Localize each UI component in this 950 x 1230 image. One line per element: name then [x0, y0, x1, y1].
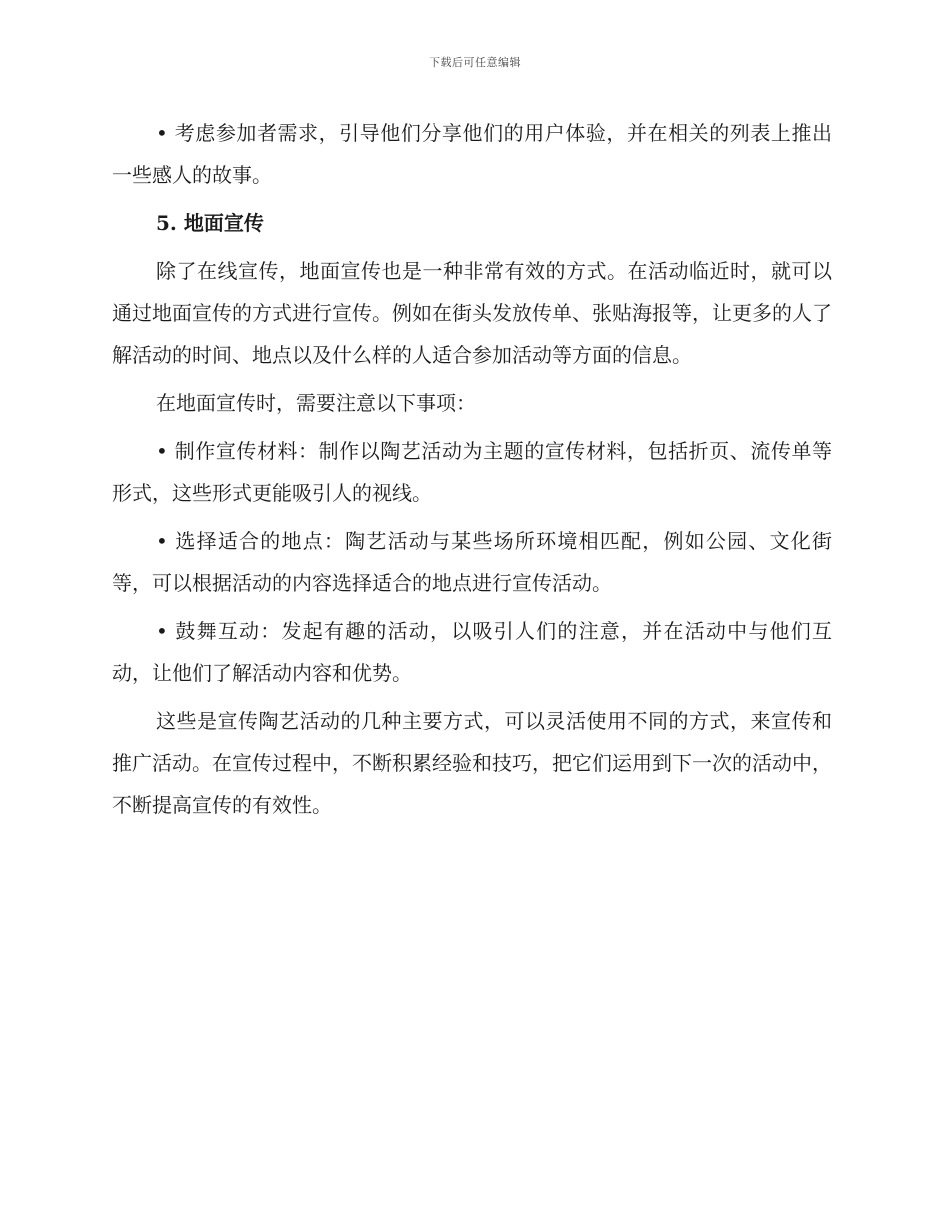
bullet-choose-location: • 选择适合的地点：陶艺活动与某些场所环境相匹配，例如公园、文化街等，可以根据活动的内容选择适合的地点进行宣传活动。: [112, 529, 832, 595]
page-header: 下载后可任意编辑: [429, 56, 521, 69]
paragraph-ground-promotion-intro: 除了在线宣传，地面宣传也是一种非常有效的方式。在活动临近时，就可以通过地面宣传的方式进行宣传。例如在街头发放传单、张贴海报等，让更多的人了解活动的时间、地点以及什么样的人适合参加活动等方面的信息。: [112, 259, 832, 367]
document-body: [112, 112, 832, 832]
bullet-make-materials: • 制作宣传材料：制作以陶艺活动为主题的宣传材料，包括折页、流传单等形式，这些形式更能吸引人的视线。: [112, 439, 832, 505]
bullet-encourage-interaction: • 鼓舞互动：发起有趣的活动，以吸引人们的注意，并在活动中与他们互动，让他们了解活动内容和优势。: [112, 619, 832, 685]
paragraph-conclusion: 这些是宣传陶艺活动的几种主要方式，可以灵活使用不同的方式，来宣传和推广活动。在宣传过程中，不断积累经验和技巧，把它们运用到下一次的活动中，不断提高宣传的有效性。: [112, 709, 832, 817]
paragraph-notes-intro: 在地面宣传时，需要注意以下事项：: [156, 391, 476, 415]
bullet-participant-needs: • 考虑参加者需求，引导他们分享他们的用户体验，并在相关的列表上推出一些感人的故事。: [112, 121, 832, 187]
section-title-ground-promotion: 5. 地面宣传: [156, 211, 264, 235]
